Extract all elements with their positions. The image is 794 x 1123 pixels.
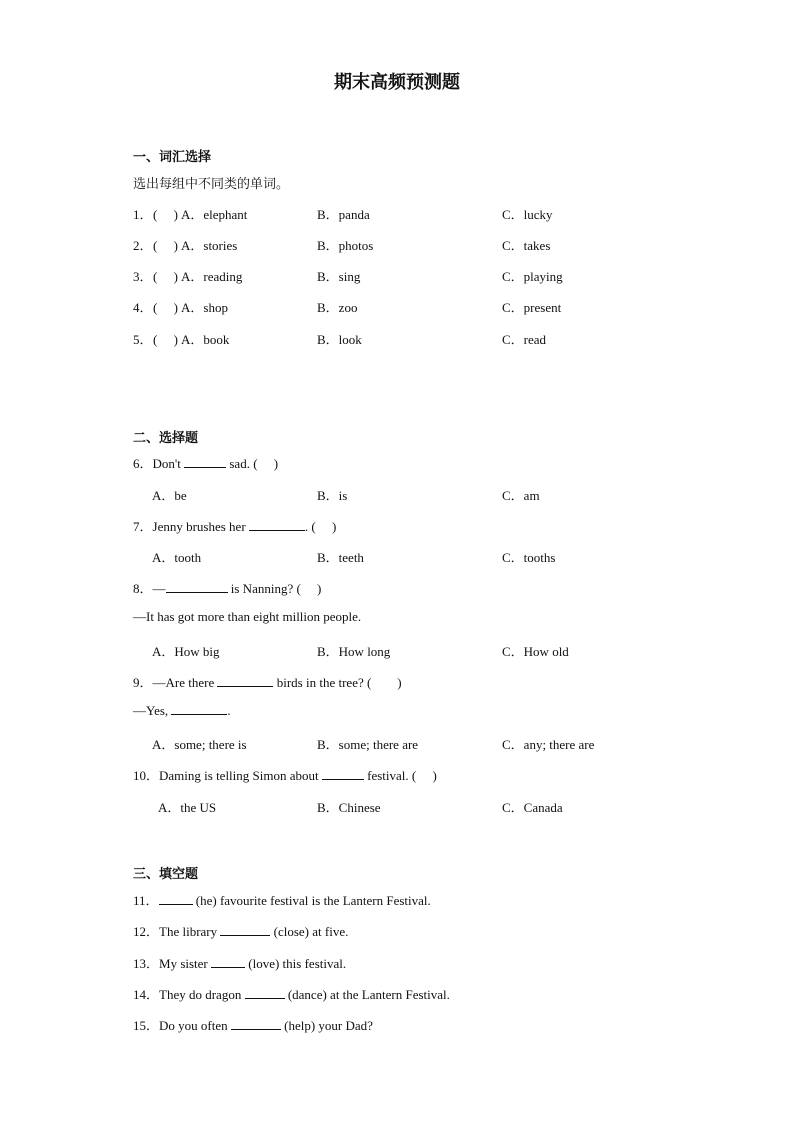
question-number: 11． <box>133 893 159 908</box>
option-c: C．am <box>502 488 540 503</box>
section-instruction: 选出每组中不同类的单词。 <box>133 176 290 191</box>
option-a: A．the US <box>158 800 217 815</box>
section-heading-choice: 二、选择题 <box>133 430 199 445</box>
answer-paren: ( ) <box>153 238 178 253</box>
option-b: B．teeth <box>317 550 364 565</box>
answer-blank[interactable] <box>322 768 364 780</box>
option-a: A．shop <box>181 300 228 315</box>
question-text: birds in the tree? ( ) <box>276 675 402 690</box>
answer-blank[interactable] <box>245 987 285 999</box>
option-b: B．sing <box>317 269 361 284</box>
question-15 <box>133 1015 373 1034</box>
question-number: 2． <box>133 238 153 253</box>
question-text: —Are there <box>152 675 215 690</box>
option-c: C．Canada <box>502 800 563 815</box>
option-a: A．tooth <box>152 550 202 565</box>
question-number: 4． <box>133 300 153 315</box>
question-number: 1． <box>133 207 153 222</box>
option-a: A．elephant <box>181 207 248 222</box>
question-number: 10． <box>133 768 160 783</box>
question-9-reply <box>133 703 231 719</box>
question-number: 13． <box>133 956 160 971</box>
question-text: My sister <box>159 956 208 971</box>
section-heading-fill: 三、填空题 <box>133 866 199 881</box>
question-text: (love) this festival. <box>248 956 347 971</box>
answer-blank[interactable] <box>231 1018 281 1030</box>
question-text: (close) at five. <box>273 924 349 939</box>
answer-paren: ( ) <box>153 207 178 222</box>
option-b: B．photos <box>317 238 374 253</box>
option-b: B．some; there are <box>317 737 419 752</box>
option-a: A．be <box>152 488 187 503</box>
question-13 <box>133 953 346 972</box>
question-number: 8． <box>133 581 153 596</box>
option-b: B．Chinese <box>317 800 381 815</box>
option-c: C．lucky <box>502 207 553 222</box>
option-a: A．reading <box>181 269 243 284</box>
question-10 <box>133 765 437 784</box>
answer-paren: ( ) <box>153 332 178 347</box>
option-a: A．some; there is <box>152 737 247 752</box>
question-11 <box>133 890 431 909</box>
section-heading-vocab: 一、词汇选择 <box>133 149 212 164</box>
question-number: 14． <box>133 987 160 1002</box>
question-text: They do dragon <box>159 987 242 1002</box>
question-number: 15． <box>133 1018 160 1033</box>
option-a: A．stories <box>181 238 238 253</box>
question-text: — <box>152 581 166 596</box>
option-c: C．read <box>502 332 547 347</box>
answer-blank[interactable] <box>166 581 228 593</box>
option-c: C．tooths <box>502 550 556 565</box>
question-number: 3． <box>133 269 153 284</box>
page-title: 期末高频预测题 <box>334 72 460 92</box>
question-7 <box>133 516 336 535</box>
answer-blank[interactable] <box>217 675 273 687</box>
question-number: 9． <box>133 675 153 690</box>
answer-blank[interactable] <box>220 924 270 936</box>
question-number: 6． <box>133 456 153 471</box>
option-b: B．look <box>317 332 362 347</box>
answer-paren: ( ) <box>153 300 178 315</box>
question-text: (dance) at the Lantern Festival. <box>287 987 450 1002</box>
question-text: —Yes, <box>133 703 169 718</box>
option-b: B．How long <box>317 644 391 659</box>
question-number: 7． <box>133 519 153 534</box>
question-text: (he) favourite festival is the Lantern Festival. <box>195 893 431 908</box>
option-c: C．How old <box>502 644 569 659</box>
question-text: . ( ) <box>304 519 337 534</box>
option-b: B．panda <box>317 207 370 222</box>
question-text: . <box>227 703 231 718</box>
option-c: C．present <box>502 300 562 315</box>
question-text: Daming is telling Simon about <box>159 768 319 783</box>
option-b: B．zoo <box>317 300 358 315</box>
option-c: C．takes <box>502 238 551 253</box>
question-14 <box>133 984 450 1003</box>
question-text: Do you often <box>159 1018 228 1033</box>
question-6 <box>133 453 278 472</box>
question-8 <box>133 578 321 597</box>
question-text: is Nanning? ( ) <box>230 581 322 596</box>
answer-blank[interactable] <box>184 456 226 468</box>
answer-blank[interactable] <box>171 703 227 715</box>
answer-blank[interactable] <box>211 956 245 968</box>
question-number: 12． <box>133 924 160 939</box>
answer-paren: ( ) <box>153 269 178 284</box>
option-b: B．is <box>317 488 348 503</box>
question-text: The library <box>159 924 218 939</box>
question-number: 5． <box>133 332 153 347</box>
question-text: festival. ( ) <box>367 768 437 783</box>
option-c: C．any; there are <box>502 737 595 752</box>
question-text: sad. ( ) <box>229 456 279 471</box>
answer-blank[interactable] <box>159 893 193 905</box>
question-9 <box>133 672 402 691</box>
question-text: Jenny brushes her <box>152 519 246 534</box>
option-c: C．playing <box>502 269 563 284</box>
option-a: A．book <box>181 332 230 347</box>
option-a: A．How big <box>152 644 220 659</box>
question-text: (help) your Dad? <box>284 1018 373 1033</box>
answer-blank[interactable] <box>249 519 305 531</box>
question-12 <box>133 921 348 940</box>
question-text: —It has got more than eight million people. <box>133 609 362 624</box>
question-text: Don't <box>152 456 181 471</box>
